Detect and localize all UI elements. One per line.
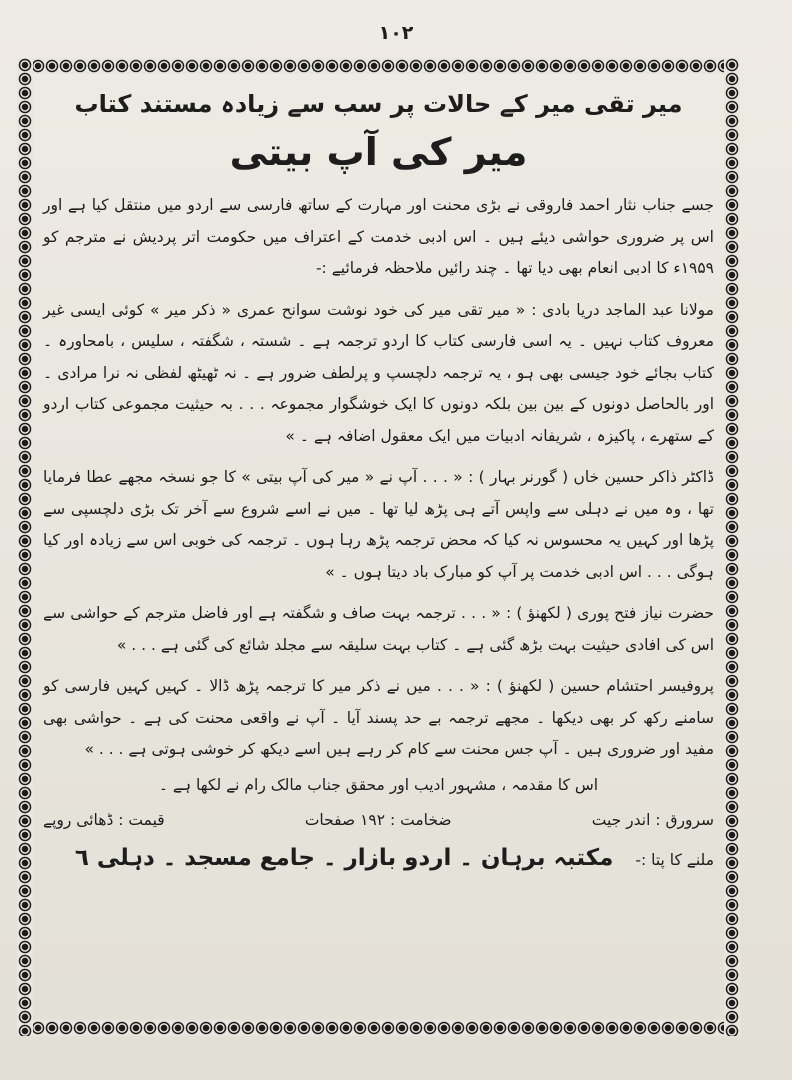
- advertisement-content: [43, 84, 714, 1010]
- ornamental-border-bottom: [17, 1020, 740, 1036]
- publisher-address: [43, 845, 714, 871]
- page-count: ضخامت : ۱۹۲ صفحات: [304, 811, 452, 829]
- address-label: ملنے کا پتا :-: [635, 851, 714, 869]
- ornamental-frame: [17, 58, 740, 1036]
- book-specs: [43, 805, 714, 835]
- ornamental-border-right: [724, 58, 740, 1036]
- ornamental-border-left: [17, 58, 33, 1036]
- review-daryabadi: مولانا عبد الماجد دریا بادی : « میر تقی میر کی خود نوشت سوانح عمری « ذکر میر » کوئی ایسی غیر معروف کتاب نہیں ۔ یہ اسی فارسی کتاب کا اردو ترجمہ ہے ۔ شستہ ، شگفتہ ، سلیس ، بامحاورہ ۔ کتاب بجائے خود جیسی بھی ہو ، یہ ترجمہ دلچسپ و پرلطف ضرور ہے ۔ نہ ٹھیٹھ لفظی نہ نرا مرادی ۔ اور بالحاصل دونوں کے بین بین بلکہ دونوں کا ایک خوشگوار مجموعہ . . . بہ حیثیت مجموعی کتاب اردو کے ستھرے ، پاکیزہ ، شریفانہ ادبیات میں ایک معقول اضافہ ہے ۔ »: [43, 300, 714, 445]
- review-ehtesham-husain: پروفیسر احتشام حسین ( لکھنؤ ) : « . . . میں نے ذکر میر کا ترجمہ پڑھ ڈالا ۔ کہیں کہیں فارسی کو سامنے رکھ کر بھی دیکھا ۔ مجھے ترجمہ بے حد پسند آیا ۔ آپ نے واقعی محنت کی ہے ۔ حواشی بھی مفید اور ضروری ہیں ۔ آپ جس محنت سے کام کر رہے ہیں اسے دیکھ کر خوشی ہوتی ہے . . . »: [43, 677, 714, 758]
- ornamental-border-top: [17, 58, 740, 74]
- intro-paragraph: جسے جناب نثار احمد فاروقی نے بڑی محنت اور مہارت کے ساتھ فارسی سے اردو میں منتقل کیا ہے اور اس پر ضروری حواشی دیئے ہیں ۔ اس ادبی خدمت کے اعتراف میں حکومت اتر پردیش نے مترجم کو ۱۹۵۹ء کا ادبی انعام بھی دیا تھا ۔ چند رائیں ملاحظہ فرمائیے :-: [43, 196, 714, 277]
- book-title: میر کی آپ بیتی: [229, 130, 528, 174]
- page-number: ۱۰۲: [378, 22, 414, 44]
- preface-note: اس کا مقدمہ ، مشہور ادیب اور محقق جناب مالک رام نے لکھا ہے ۔: [158, 775, 599, 794]
- headline: میر تقی میر کے حالات پر سب سے زیادہ مستند کتاب: [74, 90, 683, 118]
- cover-artist: سرورق : اندر جیت: [591, 811, 714, 829]
- review-niaz-fatehpuri: حضرت نیاز فتح پوری ( لکھنؤ ) : « . . . ترجمہ بہت صاف و شگفتہ ہے اور فاضل مترجم کے حواشی سے اس کی افادی حیثیت بہت بڑھ گئی ہے ۔ کتاب بہت سلیقہ سے مجلد شائع کی گئی ہے . . . »: [43, 604, 714, 654]
- review-zakir-husain: ڈاکٹر ذاکر حسین خاں ( گورنر بہار ) : « . . . آپ نے « میر کی آپ بیتی » کا جو نسخہ مجھے عطا فرمایا تھا ، وہ میں نے دہلی سے واپس آتے ہی پڑھ لیا تھا ۔ میں نے اسے شروع سے آخر تک بڑی دلچسپی سے پڑھا اور کہیں یہ محسوس نہ کیا کہ محض ترجمہ پڑھ رہا ہوں ۔ ترجمہ کی خوبی اس سے زیادہ اور کیا ہوگی . . . اس ادبی خدمت پر آپ کو مبارک باد دیتا ہوں ۔ »: [43, 468, 714, 581]
- price: قیمت : ڈھائی روپے: [43, 811, 165, 829]
- publisher-name: مکتبہ برہان ۔ اردو بازار ۔ جامع مسجد ۔ دہلی ٦: [74, 845, 614, 871]
